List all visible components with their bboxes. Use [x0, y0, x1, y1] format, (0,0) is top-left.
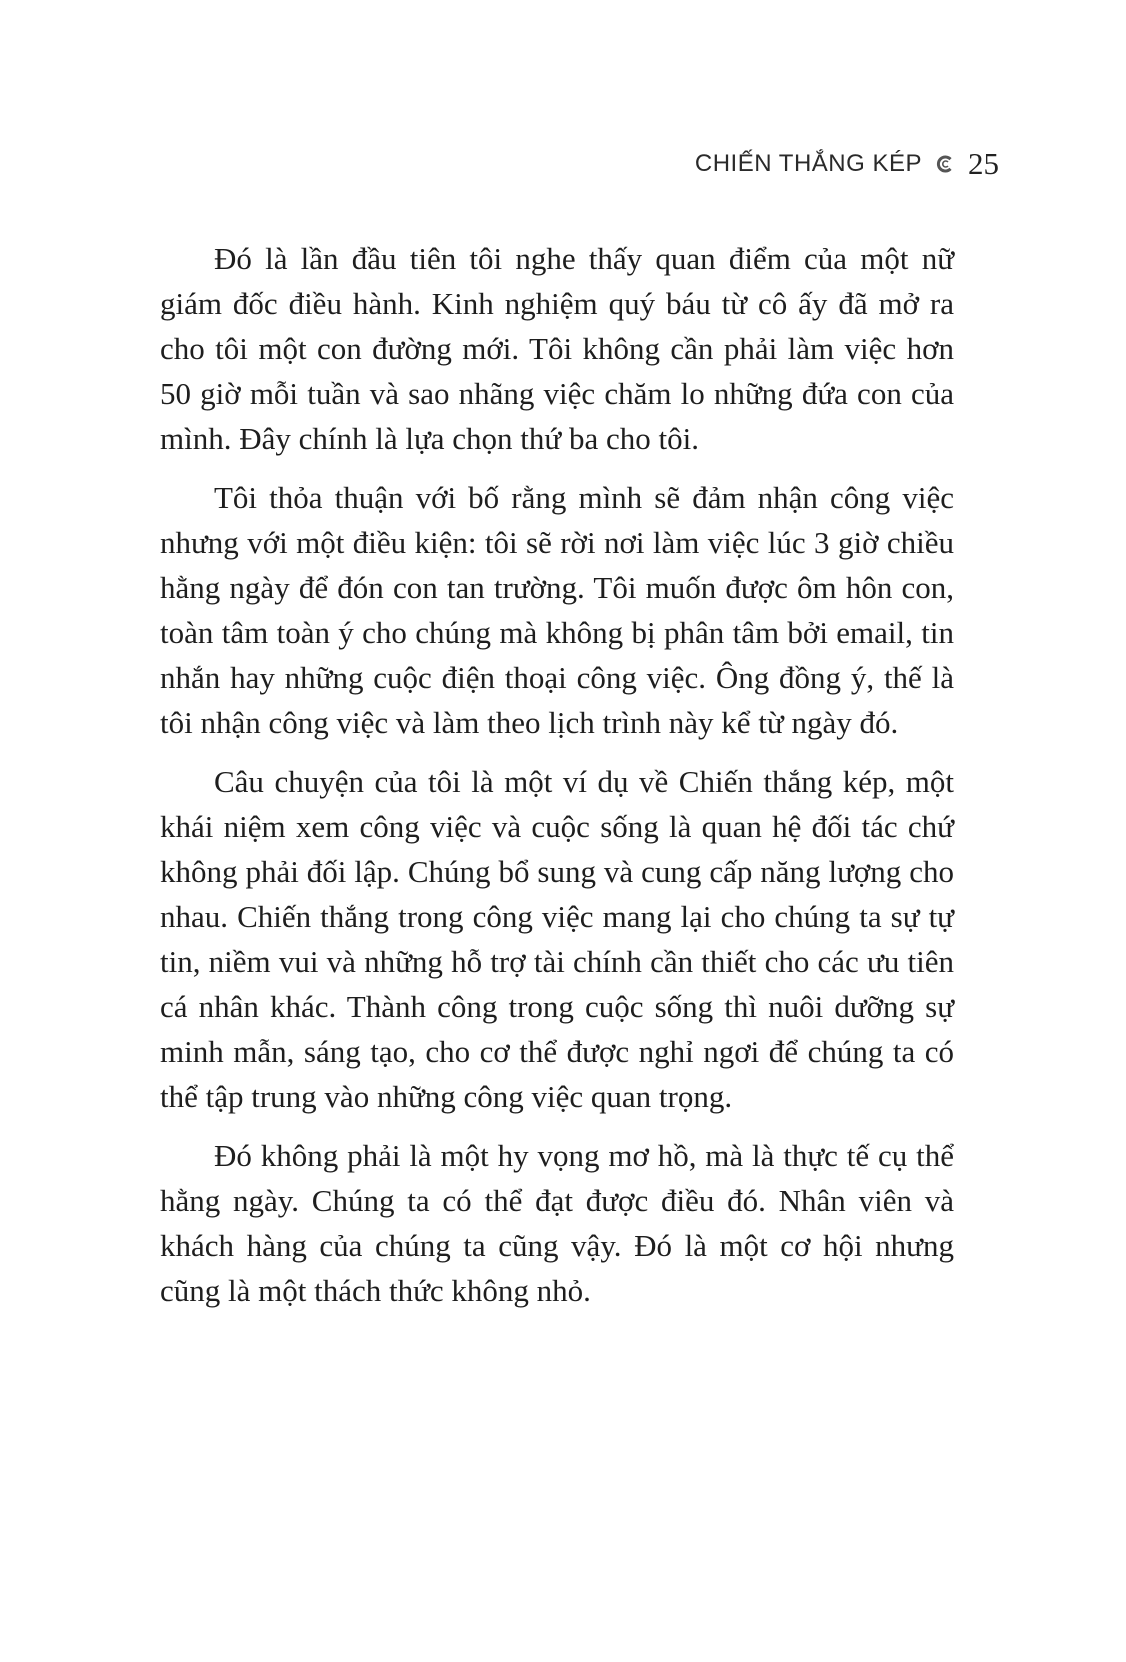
paragraph-4: Đó không phải là một hy vọng mơ hồ, mà là thực tế cụ thể hằng ngày. Chúng ta có thể đạt được điều đó. Nhân viên và khách hàng của chúng ta cũng vậy. Đó là một cơ hội nhưng cũng là một thách thức không nhỏ. — [160, 1138, 954, 1308]
running-head — [695, 146, 999, 182]
paragraph-3: Câu chuyện của tôi là một ví dụ về Chiến thắng kép, một khái niệm xem công việc và cuộc sống là quan hệ đối tác chứ không phải đối lập. Chúng bổ sung và cung cấp năng lượng cho nhau. Chiến thắng trong công việc mang lại cho chúng ta sự tự tin, niềm vui và những hỗ trợ tài chính cần thiết cho các ưu tiên cá nhân khác. Thành công trong cuộc sống thì nuôi dưỡng sự minh mẫn, sáng tạo, cho cơ thể được nghỉ ngơi để chúng ta có thể tập trung vào những công việc quan trọng. — [160, 764, 954, 1114]
paragraph-1: Đó là lần đầu tiên tôi nghe thấy quan điểm của một nữ giám đốc điều hành. Kinh nghiệm quý báu từ cô ấy đã mở ra cho tôi một con đường mới. Tôi không cần phải làm việc hơn 50 giờ mỗi tuần và sao nhãng việc chăm lo những đứa con của mình. Đây chính là lựa chọn thứ ba cho tôi. — [160, 241, 954, 456]
page-number: 25 — [968, 146, 999, 181]
paragraph-2: Tôi thỏa thuận với bố rằng mình sẽ đảm nhận công việc nhưng với một điều kiện: tôi sẽ rời nơi làm việc lúc 3 giờ chiều hằng ngày để đón con tan trường. Tôi muốn được ôm hôn con, toàn tâm toàn ý cho chúng mà không bị phân tâm bởi email, tin nhắn hay những cuộc điện thoại công việc. Ông đồng ý, thế là tôi nhận công việc và làm theo lịch trình này kể từ ngày đó. — [160, 480, 954, 740]
running-head-title: CHIẾN THẮNG KÉP — [694, 150, 922, 177]
c-ornament-icon — [936, 155, 954, 173]
body-text — [160, 236, 954, 1327]
